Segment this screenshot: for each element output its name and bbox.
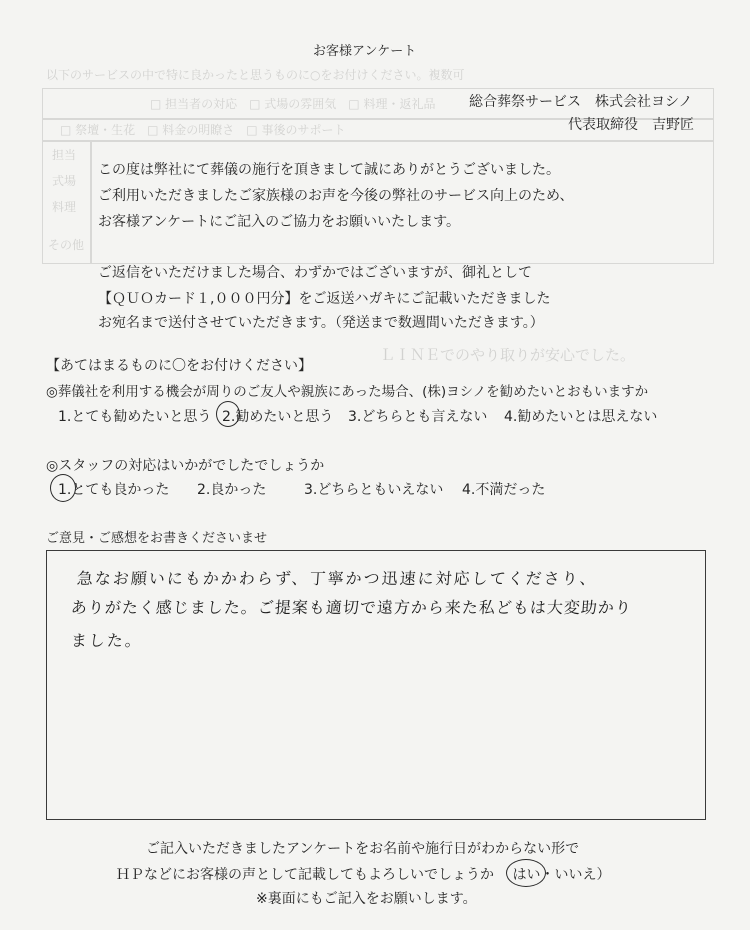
reward-line: ご返信をいただけました場合、わずかではございますが、御礼として xyxy=(98,265,532,281)
bleed-through-handwriting: ＬＩＮＥでのやり取りが安心でした。 xyxy=(380,346,636,364)
question-1-selected-circle xyxy=(216,401,240,427)
question-2-text: ◎スタッフの対応はいかがでしたでしょうか xyxy=(46,458,325,474)
bleed-through-label: その他 xyxy=(48,238,85,252)
consent-question xyxy=(116,864,610,884)
intro-line: この度は弊社にて葬儀の施行を頂きまして誠にありがとうございました。 xyxy=(98,162,560,178)
consent-separator: ・ xyxy=(540,867,555,883)
bleed-through-label: 担当 xyxy=(52,148,77,162)
consent-yes-option[interactable] xyxy=(512,864,540,884)
question-1-option-4[interactable]: 4.勧めたいとは思えない xyxy=(504,409,658,425)
consent-close-paren: ） xyxy=(596,867,611,883)
question-2-option-1[interactable]: 1.とても良かった xyxy=(58,482,170,498)
comments-label: ご意見・ご感想をお書きくださいませ xyxy=(46,531,268,546)
question-1-option-2[interactable]: 2.勧めたいと思う xyxy=(222,409,334,425)
bleed-through-rule xyxy=(42,140,714,142)
comment-handwriting-line: ました。 xyxy=(70,631,144,650)
representative-name: 代表取締役 吉野匠 xyxy=(568,117,694,133)
question-2-option-2[interactable]: 2.良かった xyxy=(197,482,267,498)
intro-line: お客様アンケートにご記入のご協力をお願いいたします。 xyxy=(98,214,461,230)
question-2-option-4[interactable]: 4.不満だった xyxy=(462,482,546,498)
bleed-through-label: 式場 xyxy=(52,174,77,188)
intro-line: ご利用いただきましたご家族様のお声を今後の弊社のサービス向上のため、 xyxy=(98,188,574,204)
consent-yes-label: はい xyxy=(512,867,541,883)
bleed-through-label: 料理 xyxy=(52,200,77,214)
bleed-through-text: □ 祭壇・生花 □ 料金の明瞭さ □ 事後のサポート xyxy=(60,123,346,137)
question-2-selected-circle xyxy=(50,474,76,502)
reward-line: お宛名まで送付させていただきます。（発送まで数週間いただきます。） xyxy=(98,315,544,331)
question-1-option-1[interactable]: 1.とても勧めたいと思う xyxy=(58,409,212,425)
consent-no-option[interactable]: いいえ xyxy=(554,867,597,883)
consent-question-text: ＨＰなどにお客様の声として記載してもよろしいでしょうか xyxy=(116,867,494,883)
bleed-through-text: 以下のサービスの中で特に良かったと思うものに○をお付けください。複数可 xyxy=(46,68,465,82)
page-title: お客様アンケート xyxy=(313,44,417,59)
consent-line: ご記入いただきましたアンケートをお名前や施行日がわからない形で xyxy=(146,841,580,857)
instructions-heading: 【あてはまるものに〇をお付けください】 xyxy=(46,358,312,374)
question-2-option-3[interactable]: 3.どちらともいえない xyxy=(304,482,444,498)
reward-line: 【ＱＵＯカード１,０００円分】をご返送ハガキにご記載いただきました xyxy=(98,291,551,307)
question-1-option-3[interactable]: 3.どちらとも言えない xyxy=(348,409,488,425)
bleed-through-text: □ 担当者の対応 □ 式場の雰囲気 □ 料理・返礼品 xyxy=(150,97,436,111)
bleed-through-rule xyxy=(90,140,92,264)
question-1-text: ◎葬儀社を利用する機会が周りのご友人や親族にあった場合、(株)ヨシノを勧めたいとおもいますか xyxy=(46,384,649,400)
comment-handwriting-line: ありがたく感じました。ご提案も適切で遠方から来た私どもは大変助かり xyxy=(70,598,633,617)
footer-note: ※裏面にもご記入をお願いします。 xyxy=(256,891,477,907)
comment-handwriting-line: 急なお願いにもかかわらず、丁寧かつ迅速に対応してくださり、 xyxy=(76,569,599,588)
comments-box[interactable] xyxy=(46,550,706,820)
company-name: 総合葬祭サービス 株式会社ヨシノ xyxy=(469,94,693,110)
